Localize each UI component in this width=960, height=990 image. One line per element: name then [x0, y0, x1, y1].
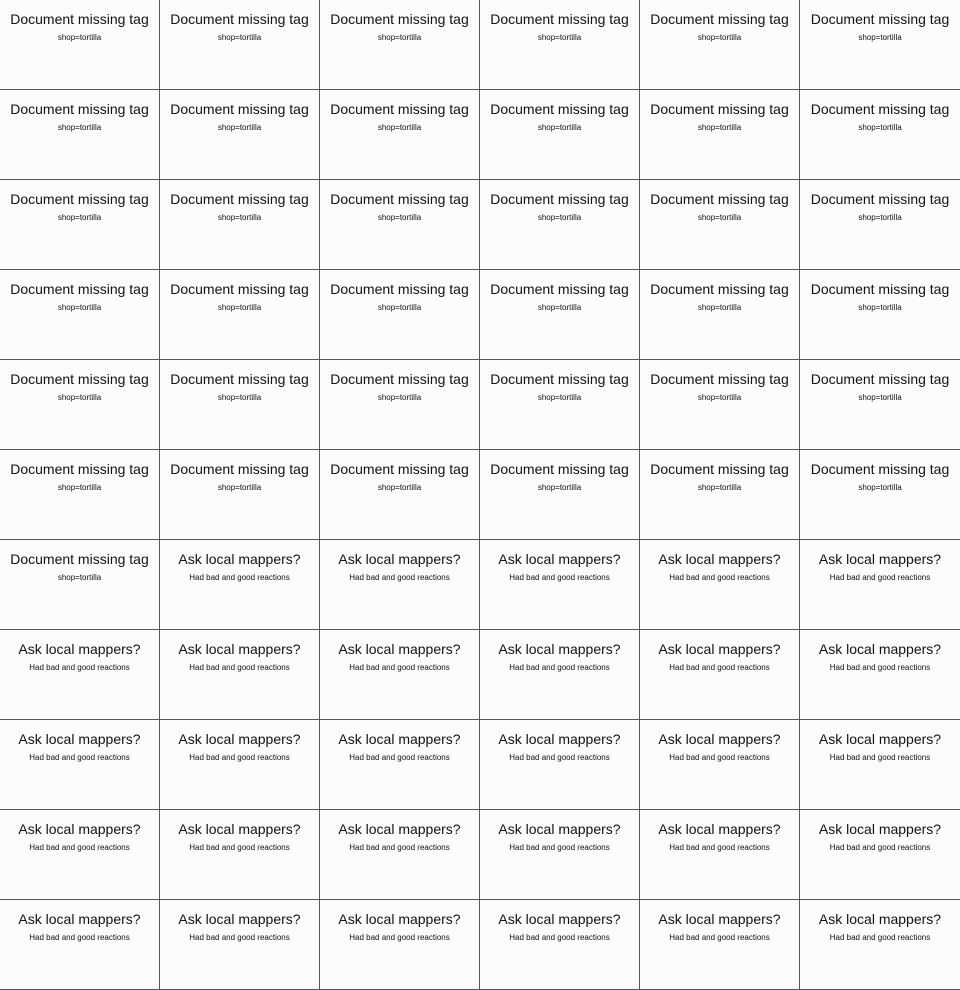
card-subtitle: shop=tortilla	[377, 303, 422, 312]
grid-card	[480, 720, 640, 810]
card-title: Ask local mappers?	[178, 551, 301, 567]
card-title: Document missing tag	[650, 11, 789, 27]
grid-card	[640, 900, 800, 990]
grid-card	[800, 630, 960, 720]
grid-card	[640, 180, 800, 270]
card-title: Document missing tag	[810, 191, 950, 207]
card-title: Document missing tag	[170, 101, 309, 117]
grid-card	[480, 810, 640, 900]
card-title: Ask local mappers?	[338, 641, 461, 657]
card-subtitle: shop=tortilla	[377, 33, 422, 42]
card-title: Ask local mappers?	[498, 911, 621, 927]
card-title: Ask local mappers?	[338, 551, 461, 567]
card-subtitle: shop=tortilla	[217, 483, 262, 492]
grid-card	[0, 360, 160, 450]
grid-card	[0, 720, 160, 810]
card-title: Ask local mappers?	[818, 731, 942, 747]
card-title: Document missing tag	[490, 371, 629, 387]
card-subtitle: Had bad and good reactions	[189, 843, 290, 852]
card-subtitle: shop=tortilla	[697, 213, 742, 222]
grid-card	[800, 0, 960, 90]
card-title: Document missing tag	[650, 191, 789, 207]
card-title: Ask local mappers?	[18, 911, 141, 927]
card-title: Ask local mappers?	[18, 731, 141, 747]
grid-card	[320, 630, 480, 720]
card-title: Document missing tag	[490, 101, 629, 117]
card-title: Document missing tag	[170, 461, 309, 477]
card-subtitle: shop=tortilla	[57, 483, 102, 492]
card-title: Document missing tag	[650, 461, 789, 477]
card-title: Document missing tag	[170, 11, 309, 27]
grid-card	[800, 90, 960, 180]
grid-card	[320, 360, 480, 450]
card-title: Document missing tag	[330, 191, 469, 207]
card-subtitle: Had bad and good reactions	[829, 933, 931, 942]
card-subtitle: Had bad and good reactions	[349, 933, 450, 942]
grid-card	[640, 810, 800, 900]
card-subtitle: Had bad and good reactions	[669, 663, 770, 672]
grid-card	[800, 360, 960, 450]
card-title: Document missing tag	[10, 281, 149, 297]
card-subtitle: Had bad and good reactions	[509, 663, 610, 672]
card-subtitle: Had bad and good reactions	[669, 573, 770, 582]
grid-card	[160, 90, 320, 180]
grid-card	[480, 360, 640, 450]
card-subtitle: shop=tortilla	[537, 213, 582, 222]
card-subtitle: Had bad and good reactions	[189, 663, 290, 672]
card-subtitle: Had bad and good reactions	[349, 663, 450, 672]
grid-card	[480, 180, 640, 270]
card-title: Document missing tag	[330, 461, 469, 477]
card-title: Document missing tag	[490, 191, 629, 207]
card-title: Ask local mappers?	[178, 641, 301, 657]
grid-card	[480, 90, 640, 180]
card-subtitle: Had bad and good reactions	[29, 663, 130, 672]
grid-card	[480, 630, 640, 720]
card-subtitle: Had bad and good reactions	[29, 933, 130, 942]
card-subtitle: Had bad and good reactions	[349, 753, 450, 762]
card-subtitle: shop=tortilla	[697, 33, 742, 42]
card-title: Ask local mappers?	[818, 551, 942, 567]
card-title: Document missing tag	[10, 11, 149, 27]
grid-card	[160, 810, 320, 900]
card-title: Ask local mappers?	[338, 821, 461, 837]
card-subtitle: Had bad and good reactions	[669, 753, 770, 762]
card-title: Document missing tag	[330, 281, 469, 297]
grid-card	[320, 810, 480, 900]
grid-card	[0, 270, 160, 360]
card-subtitle: shop=tortilla	[57, 213, 102, 222]
grid-card	[480, 900, 640, 990]
card-title: Document missing tag	[170, 371, 309, 387]
card-title: Document missing tag	[650, 281, 789, 297]
card-title: Ask local mappers?	[658, 821, 781, 837]
card-title: Document missing tag	[650, 101, 789, 117]
card-subtitle: Had bad and good reactions	[349, 843, 450, 852]
card-title: Document missing tag	[10, 101, 149, 117]
grid-card	[480, 450, 640, 540]
grid-card	[160, 180, 320, 270]
grid-card	[160, 360, 320, 450]
grid-card	[800, 270, 960, 360]
grid-card	[800, 720, 960, 810]
card-subtitle: shop=tortilla	[57, 33, 102, 42]
card-title: Ask local mappers?	[498, 641, 621, 657]
card-title: Ask local mappers?	[498, 551, 621, 567]
grid-card	[320, 0, 480, 90]
card-subtitle: Had bad and good reactions	[189, 573, 290, 582]
card-title: Ask local mappers?	[338, 731, 461, 747]
card-subtitle: Had bad and good reactions	[189, 753, 290, 762]
card-subtitle: shop=tortilla	[377, 123, 422, 132]
card-subtitle: Had bad and good reactions	[509, 573, 610, 582]
grid-card	[480, 540, 640, 630]
card-subtitle: shop=tortilla	[57, 303, 102, 312]
grid-card	[640, 450, 800, 540]
card-title: Document missing tag	[330, 371, 469, 387]
grid-card	[160, 630, 320, 720]
grid-card	[0, 900, 160, 990]
grid-card	[640, 540, 800, 630]
card-subtitle: shop=tortilla	[217, 213, 262, 222]
card-subtitle: shop=tortilla	[858, 303, 902, 312]
card-subtitle: shop=tortilla	[377, 483, 422, 492]
card-subtitle: shop=tortilla	[858, 123, 902, 132]
card-subtitle: Had bad and good reactions	[669, 933, 770, 942]
card-subtitle: shop=tortilla	[57, 123, 102, 132]
grid-card	[0, 810, 160, 900]
card-subtitle: Had bad and good reactions	[829, 753, 931, 762]
card-title: Document missing tag	[330, 101, 469, 117]
card-subtitle: shop=tortilla	[697, 123, 742, 132]
grid-card	[640, 360, 800, 450]
card-subtitle: Had bad and good reactions	[669, 843, 770, 852]
grid-card	[0, 630, 160, 720]
card-title: Document missing tag	[810, 281, 950, 297]
card-subtitle: shop=tortilla	[57, 393, 102, 402]
card-subtitle: Had bad and good reactions	[29, 753, 130, 762]
card-title: Document missing tag	[10, 551, 149, 567]
card-title: Ask local mappers?	[498, 731, 621, 747]
card-title: Document missing tag	[490, 281, 629, 297]
card-subtitle: shop=tortilla	[697, 303, 742, 312]
card-subtitle: shop=tortilla	[537, 303, 582, 312]
card-title: Document missing tag	[490, 461, 629, 477]
card-subtitle: Had bad and good reactions	[829, 573, 931, 582]
card-title: Ask local mappers?	[658, 551, 781, 567]
card-title: Document missing tag	[10, 461, 149, 477]
card-subtitle: Had bad and good reactions	[509, 753, 610, 762]
card-subtitle: shop=tortilla	[858, 483, 902, 492]
card-subtitle: shop=tortilla	[537, 483, 582, 492]
card-title: Ask local mappers?	[18, 821, 141, 837]
grid-card	[480, 0, 640, 90]
grid-card	[480, 270, 640, 360]
grid-card	[160, 540, 320, 630]
grid-card	[160, 720, 320, 810]
card-title: Ask local mappers?	[818, 911, 942, 927]
card-title: Ask local mappers?	[818, 821, 942, 837]
card-subtitle: shop=tortilla	[858, 393, 902, 402]
grid-card	[160, 900, 320, 990]
card-title: Ask local mappers?	[178, 821, 301, 837]
grid-card	[800, 900, 960, 990]
grid-card	[0, 540, 160, 630]
grid-card	[800, 810, 960, 900]
grid-card	[800, 180, 960, 270]
card-title: Document missing tag	[10, 191, 149, 207]
grid-card	[0, 90, 160, 180]
grid-card	[640, 90, 800, 180]
grid-card	[320, 270, 480, 360]
card-subtitle: Had bad and good reactions	[189, 933, 290, 942]
grid-card	[640, 0, 800, 90]
grid-card	[160, 0, 320, 90]
grid-card	[160, 270, 320, 360]
card-subtitle: Had bad and good reactions	[349, 573, 450, 582]
grid-card	[640, 270, 800, 360]
card-title: Document missing tag	[170, 281, 309, 297]
grid-card	[640, 720, 800, 810]
grid-card	[320, 900, 480, 990]
card-title: Ask local mappers?	[178, 731, 301, 747]
card-title: Document missing tag	[170, 191, 309, 207]
card-title: Ask local mappers?	[658, 911, 781, 927]
card-title: Document missing tag	[10, 371, 149, 387]
grid-card	[800, 450, 960, 540]
card-subtitle: Had bad and good reactions	[829, 663, 931, 672]
card-title: Document missing tag	[810, 461, 950, 477]
card-subtitle: shop=tortilla	[858, 33, 902, 42]
card-subtitle: Had bad and good reactions	[829, 843, 931, 852]
card-subtitle: shop=tortilla	[537, 33, 582, 42]
card-subtitle: Had bad and good reactions	[509, 843, 610, 852]
grid-card	[800, 540, 960, 630]
card-subtitle: shop=tortilla	[377, 213, 422, 222]
card-subtitle: Had bad and good reactions	[29, 843, 130, 852]
card-title: Ask local mappers?	[658, 731, 781, 747]
grid-card	[320, 720, 480, 810]
card-title: Document missing tag	[650, 371, 789, 387]
card-subtitle: shop=tortilla	[537, 123, 582, 132]
grid-card	[320, 90, 480, 180]
card-subtitle: shop=tortilla	[217, 393, 262, 402]
card-title: Document missing tag	[810, 371, 950, 387]
grid-card	[320, 450, 480, 540]
card-subtitle: shop=tortilla	[697, 393, 742, 402]
card-title: Document missing tag	[810, 11, 950, 27]
card-subtitle: shop=tortilla	[217, 303, 262, 312]
card-title: Ask local mappers?	[18, 641, 141, 657]
card-subtitle: Had bad and good reactions	[509, 933, 610, 942]
card-title: Document missing tag	[490, 11, 629, 27]
card-subtitle: shop=tortilla	[858, 213, 902, 222]
grid-card	[0, 450, 160, 540]
card-subtitle: shop=tortilla	[697, 483, 742, 492]
grid-card	[0, 0, 160, 90]
card-title: Ask local mappers?	[818, 641, 942, 657]
card-title: Ask local mappers?	[178, 911, 301, 927]
card-subtitle: shop=tortilla	[217, 123, 262, 132]
card-title: Document missing tag	[810, 101, 950, 117]
grid-card	[160, 450, 320, 540]
card-title: Ask local mappers?	[338, 911, 461, 927]
card-title: Document missing tag	[330, 11, 469, 27]
card-title: Ask local mappers?	[498, 821, 621, 837]
grid-card	[320, 540, 480, 630]
card-subtitle: shop=tortilla	[217, 33, 262, 42]
card-subtitle: shop=tortilla	[57, 573, 102, 582]
card-subtitle: shop=tortilla	[377, 393, 422, 402]
card-title: Ask local mappers?	[658, 641, 781, 657]
card-subtitle: shop=tortilla	[537, 393, 582, 402]
grid-card	[0, 180, 160, 270]
grid-card	[320, 180, 480, 270]
grid-card	[640, 630, 800, 720]
